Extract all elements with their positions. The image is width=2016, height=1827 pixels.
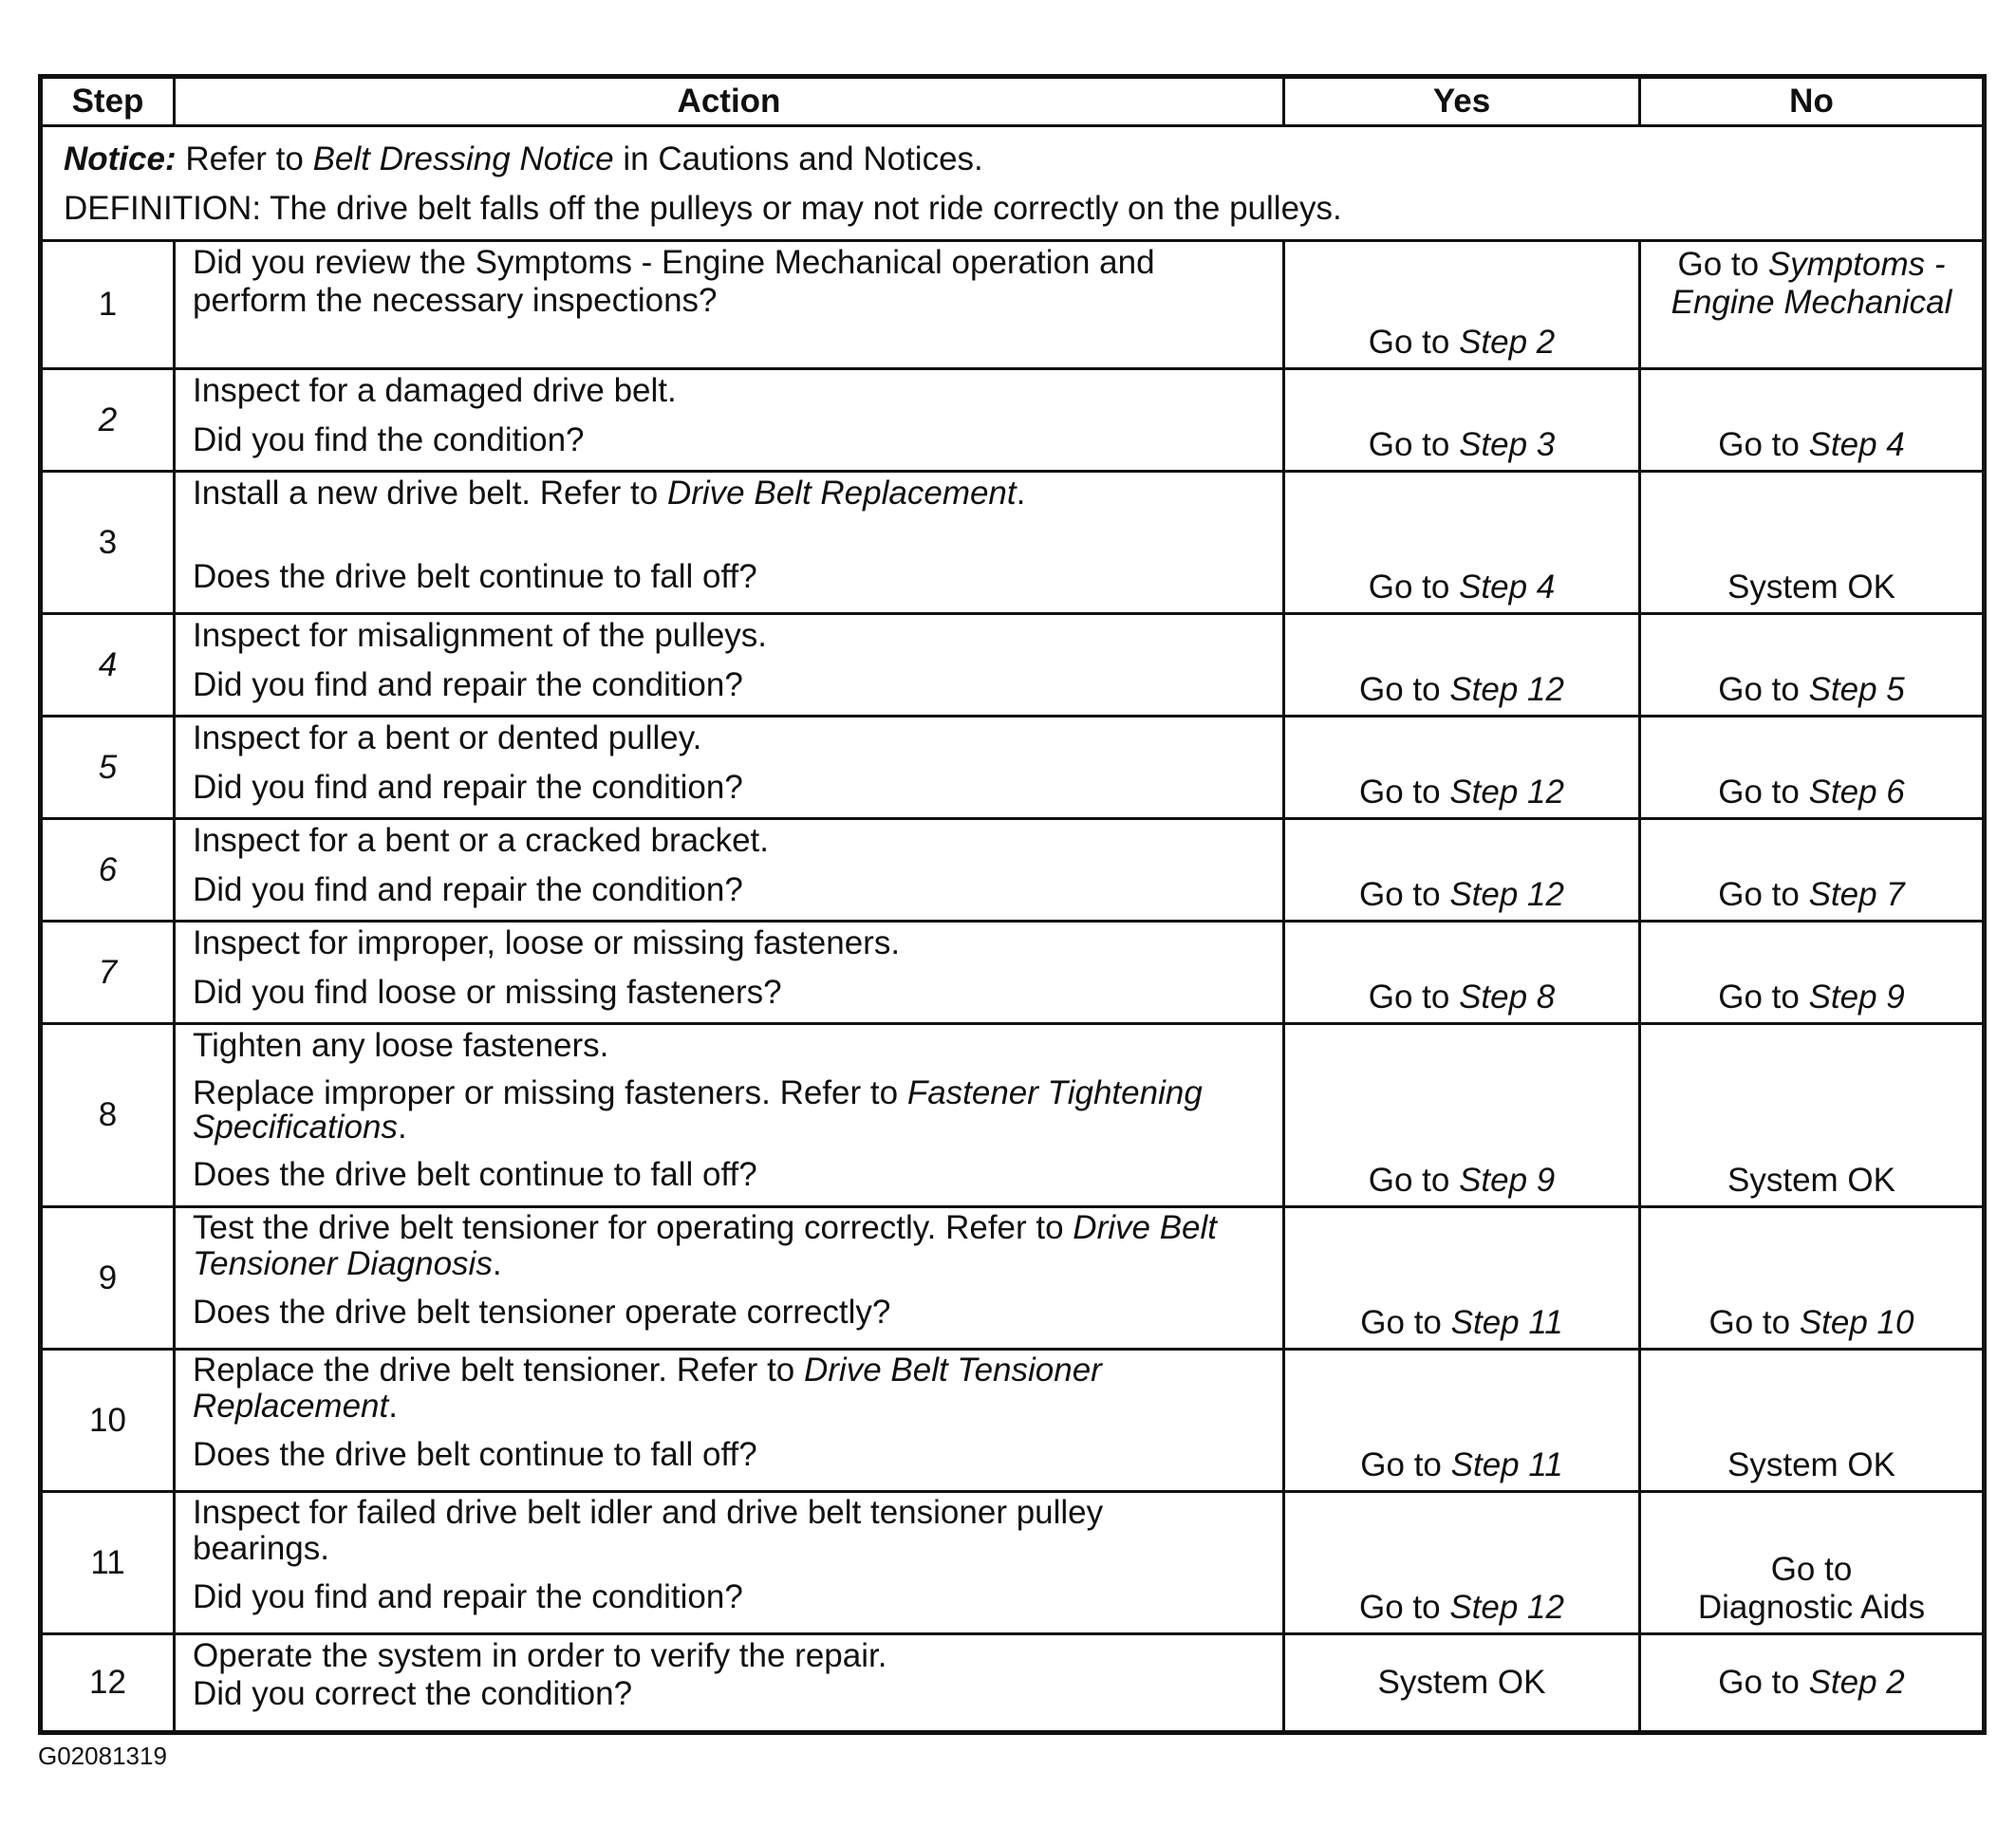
no-ref: Step 7 [1808,876,1905,913]
action-line: Did you find the condition? [193,421,585,458]
step-number: 8 [41,1024,175,1207]
step-number: 6 [41,819,175,922]
table-row [41,1492,1985,1634]
no-ref: Step 2 [1808,1664,1905,1701]
yes-cell [1284,1492,1640,1634]
yes-cell [1284,241,1640,369]
yes-ref: Step 12 [1449,774,1564,811]
action-line: Did you correct the condition? [193,1675,633,1712]
no-cell [1640,717,1985,819]
yes-ref: Step 12 [1449,671,1564,708]
step-number: 10 [41,1350,175,1492]
figure-id: G02081319 [38,1742,167,1770]
action-line: Tighten any loose fasteners. [193,1027,609,1064]
yes-cell [1284,717,1640,819]
table-row [41,614,1985,717]
step-number: 4 [41,614,175,717]
action-line: Replace improper or missing fasteners. Refer to Fastener Tightening Specifications. [193,1074,1203,1146]
action-ref: Drive Belt Replacement [666,475,1017,512]
yes-cell [1284,369,1640,472]
yes-ref: Step 2 [1459,324,1556,361]
yes-pre: Go to [1368,569,1460,606]
no-pre: Go to [1718,876,1809,913]
no-pre: Go to [1718,1664,1809,1701]
no-cell: System OK [1640,1350,1985,1492]
yes-ref: Step 3 [1459,426,1556,463]
yes-cell [1284,922,1640,1024]
action-line: Did you find and repair the condition? [193,1578,743,1615]
action-ref: Fastener Tightening [906,1074,1203,1111]
yes-pre: Go to [1359,876,1450,913]
header-yes: Yes [1284,77,1640,126]
yes-ref: Step 12 [1449,876,1564,913]
step-number: 7 [41,922,175,1024]
yes-ref: Step 11 [1450,1304,1563,1341]
no-cell: System OK [1640,1024,1985,1207]
notice-post: in Cautions and Notices. [613,140,983,177]
table-row [41,1634,1985,1733]
yes-ref: Step 4 [1459,569,1556,606]
no-pre: Go to [1718,774,1809,811]
table-row [41,1024,1985,1207]
step-number: 12 [41,1634,175,1733]
yes-cell [1284,1350,1640,1492]
action-cell [175,1350,1284,1492]
table-row [41,369,1985,472]
diagnostic-table [38,74,1987,1735]
action-line: Does the drive belt continue to fall off? [193,558,757,595]
yes-cell [1284,472,1640,614]
table-row [41,922,1985,1024]
action-line: Does the drive belt continue to fall off? [193,1436,757,1473]
notice-pre: Refer to [176,140,313,177]
step-number: 1 [41,241,175,369]
no-ref-2: Engine Mechanical [1671,284,1952,321]
action-cell [175,819,1284,922]
no-ref: Step 4 [1808,426,1905,463]
no-ref: Step 6 [1808,774,1905,811]
action-cell [175,614,1284,717]
step-number: 3 [41,472,175,614]
no-cell: Go to Diagnostic Aids [1640,1492,1985,1634]
action-line: Does the drive belt continue to fall off? [193,1156,757,1193]
notice-label: Notice: [64,140,177,177]
yes-pre: Go to [1359,671,1450,708]
no-cell [1640,1207,1985,1350]
notice-row [41,126,1985,241]
yes-pre: Go to [1368,1162,1460,1199]
action-cell [175,369,1284,472]
yes-ref: Step 11 [1450,1446,1563,1483]
no-cell [1640,1634,1985,1733]
action-ref: Drive Belt [1073,1209,1218,1246]
step-number: 11 [41,1492,175,1634]
no-ref: Symptoms - [1767,246,1946,283]
action-line: Inspect for failed drive belt idler and drive belt tensioner pulley bearings. [193,1494,1104,1567]
no-pre: Go to [1718,426,1809,463]
yes-cell [1284,614,1640,717]
no-ref: Step 10 [1799,1304,1914,1341]
step-number: 5 [41,717,175,819]
no-cell [1640,614,1985,717]
action-ref-2: Replacement [193,1388,389,1425]
table-header-row [41,77,1985,126]
action-line: Did you find and repair the condition? [193,666,743,703]
definition-line: DEFINITION: The drive belt falls off the pulleys or may not ride correctly on the pulleys. [64,190,1342,227]
no-cell [1640,369,1985,472]
action-line: Does the drive belt tensioner operate correctly? [193,1294,891,1331]
no-cell [1640,241,1985,369]
action-line: Inspect for improper, loose or missing fasteners. [193,924,901,961]
yes-cell [1284,1024,1640,1207]
action-cell [175,472,1284,614]
action-cell [175,1634,1284,1733]
action-cell [175,1207,1284,1350]
no-ref: Step 9 [1808,979,1905,1016]
action-line: Inspect for a bent or dented pulley. [193,719,702,756]
no-pre: Go to [1718,671,1809,708]
action-cell [175,1024,1284,1207]
action-line: Inspect for a bent or a cracked bracket. [193,822,769,859]
action-line: Did you find loose or missing fasteners? [193,974,782,1011]
yes-ref: Step 12 [1449,1589,1564,1626]
table-row [41,472,1985,614]
action-line: Operate the system in order to verify the repair. [193,1637,887,1674]
action-line: Install a new drive belt. Refer to Drive Belt Replacement. [193,475,1026,512]
no-pre: Go to [1708,1304,1800,1341]
yes-pre: Go to [1360,1304,1451,1341]
table-row [41,1350,1985,1492]
notice-line [64,135,1963,184]
yes-pre: Go to [1359,1589,1450,1626]
yes-pre: Go to [1368,426,1460,463]
action-cell [175,922,1284,1024]
no-pre: Go to [1677,246,1768,283]
yes-cell [1284,819,1640,922]
action-ref-2: Tensioner Diagnosis [193,1245,493,1282]
no-cell [1640,922,1985,1024]
action-line: Inspect for misalignment of the pulleys. [193,617,768,654]
header-no: No [1640,77,1985,126]
table-row [41,241,1985,369]
no-cell [1640,819,1985,922]
yes-pre: Go to [1360,1446,1451,1483]
header-step: Step [41,77,175,126]
yes-cell [1284,1207,1640,1350]
action-ref-2: Specifications [193,1109,398,1146]
no-cell: System OK [1640,472,1985,614]
action-ref: Drive Belt Tensioner [803,1352,1102,1389]
action-line: perform the necessary inspections? [193,282,718,319]
table-row [41,819,1985,922]
yes-pre: Go to [1368,979,1460,1016]
step-number: 2 [41,369,175,472]
yes-ref: Step 9 [1459,1162,1556,1199]
table-row [41,717,1985,819]
action-cell [175,717,1284,819]
action-line: Replace the drive belt tensioner. Refer to Drive Belt Tensioner Replacement. [193,1352,1102,1425]
action-line: Did you find and repair the condition? [193,769,743,806]
action-cell [175,241,1284,369]
yes-cell: System OK [1284,1634,1640,1733]
action-line: Test the drive belt tensioner for operating correctly. Refer to Drive Belt Tensioner Diagnosis. [193,1209,1218,1282]
yes-pre: Go to [1368,324,1460,361]
notice-ref: Belt Dressing Notice [312,140,614,177]
notice-cell [41,126,1985,241]
step-number: 9 [41,1207,175,1350]
yes-pre: Go to [1359,774,1450,811]
no-ref: Step 5 [1808,671,1905,708]
header-action: Action [175,77,1284,126]
action-cell [175,1492,1284,1634]
action-line: Inspect for a damaged drive belt. [193,372,677,409]
no-pre: Go to [1718,979,1809,1016]
action-line: Did you review the Symptoms - Engine Mechanical operation and [193,244,1155,281]
action-line: Did you find and repair the condition? [193,871,743,908]
table-row [41,1207,1985,1350]
yes-ref: Step 8 [1459,979,1556,1016]
